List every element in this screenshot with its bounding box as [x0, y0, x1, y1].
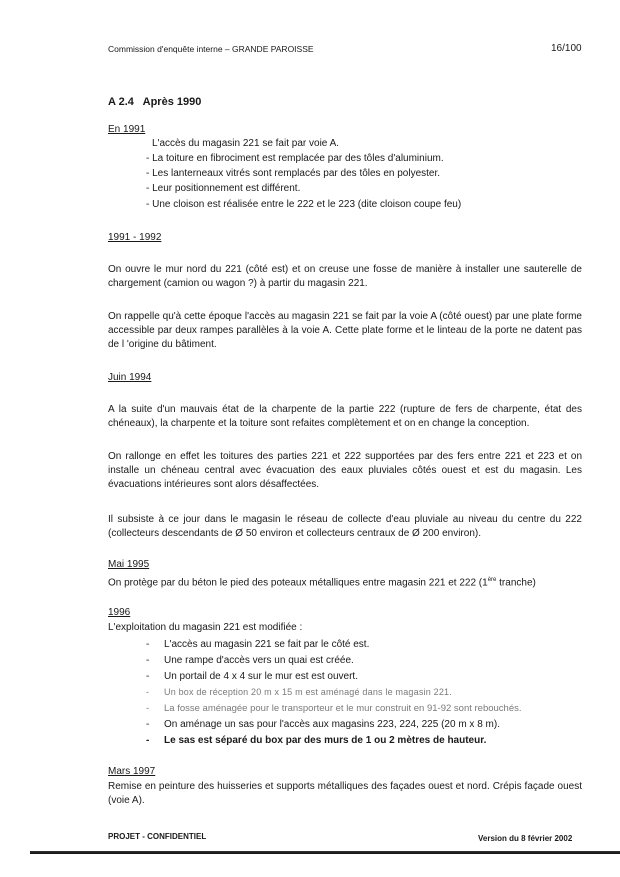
heading-1991-1992: 1991 - 1992 [108, 232, 162, 243]
superscript: ère [487, 577, 497, 583]
heading-mai-1995: Mai 1995 [108, 559, 150, 570]
footer-rule [30, 851, 620, 854]
page-number: 16/100 [551, 43, 582, 54]
paragraph [108, 573, 536, 590]
footer-right: Version du 8 février 2002 [478, 834, 573, 843]
dash-bullet: - [146, 703, 150, 714]
heading-1991: En 1991 [108, 124, 146, 135]
paragraph: On rappelle qu'à cette époque l'accès au magasin 221 se fait par la voie A (côté ouest) par une plate forme accessible par deux rampes parallèles à la voie A. Cette plate forme et le linteau de la porte ne datent pas de l 'origine du bâtiment. [108, 311, 582, 350]
heading-mars-1997: Mars 1997 [108, 766, 156, 777]
paragraph: On ouvre le mur nord du 221 (côté est) et on creuse une fosse de manière à installer une sauterelle de chargement (camion ou wagon ?) à partir du magasin 221. [108, 264, 582, 289]
dash-bullet: - [146, 735, 150, 746]
list-item-text: L'accès au magasin 221 se fait par le côté est. [164, 639, 370, 650]
list-item-text: On aménage un sas pour l'accès aux magasins 223, 224, 225 (20 m x 8 m). [164, 719, 500, 730]
paragraph: A la suite d'un mauvais état de la charpente de la partie 222 (rupture de fers de charpente, état des chéneaux), la charpente et la toiture sont refaites complètement et on en change la conception. [108, 404, 582, 429]
list-item-text: La fosse aménagée pour le transporteur et le mur construit en 91-92 sont rebouchés. [164, 703, 522, 714]
list-item: - Une cloison est réalisée entre le 222 et le 223 (dite cloison coupe feu) [146, 199, 462, 210]
list-item-text: Un box de réception 20 m x 15 m est aménagé dans le magasin 221. [164, 687, 452, 697]
heading-1996: 1996 [108, 607, 131, 618]
list-item-text: Un portail de 4 x 4 sur le mur est est ouvert. [164, 671, 358, 682]
dash-bullet: - [146, 671, 150, 682]
dash-bullet: - [146, 719, 150, 730]
list-item: - La toiture en fibrociment est remplacée par des tôles d'aluminium. [146, 153, 444, 164]
dash-bullet: - [146, 639, 150, 650]
paragraph: Remise en peinture des huisseries et supports métalliques des façades ouest et nord. Crépis façade ouest (voie A). [108, 781, 582, 806]
mai-1995-text-end: tranche) [496, 577, 536, 589]
paragraph: Il subsiste à ce jour dans le magasin le réseau de collecte d'eau pluviale au niveau du centre du 222 (collecteurs descendants de Ø 50 environ et collecteurs centraux de Ø 200 environ). [108, 514, 582, 539]
paragraph: On rallonge en effet les toitures des parties 221 et 222 supportées par des fers entre 221 et 223 et on installe un chéneau central avec évacuation des eaux pluviales côtés ouest et est du magasin. Les évacuations intérieures sont alors désaffectées. [108, 451, 582, 490]
dash-bullet: - [146, 655, 150, 666]
intro-1991: L'accès du magasin 221 se fait par voie A. [152, 138, 340, 149]
list-item: - Leur positionnement est différent. [146, 183, 301, 194]
heading-juin-1994: Juin 1994 [108, 372, 152, 383]
list-item-text: Une rampe d'accès vers un quai est créée. [164, 655, 354, 666]
section-title: A 2.4 Après 1990 [108, 96, 202, 108]
mai-1995-text: On protège par du béton le pied des poteaux métalliques entre magasin 221 et 222 (1 [108, 577, 488, 589]
dash-bullet: - [146, 687, 150, 697]
list-item: - Les lanterneaux vitrés sont remplacés par des tôles en polyester. [146, 168, 441, 179]
intro-1996: L'exploitation du magasin 221 est modifiée : [108, 622, 303, 633]
footer-left: PROJET - CONFIDENTIEL [108, 832, 207, 841]
header-left: Commission d'enquête interne – GRANDE PAROISSE [108, 44, 314, 54]
list-item-text: Le sas est séparé du box par des murs de 1 ou 2 mètres de hauteur. [164, 735, 487, 746]
